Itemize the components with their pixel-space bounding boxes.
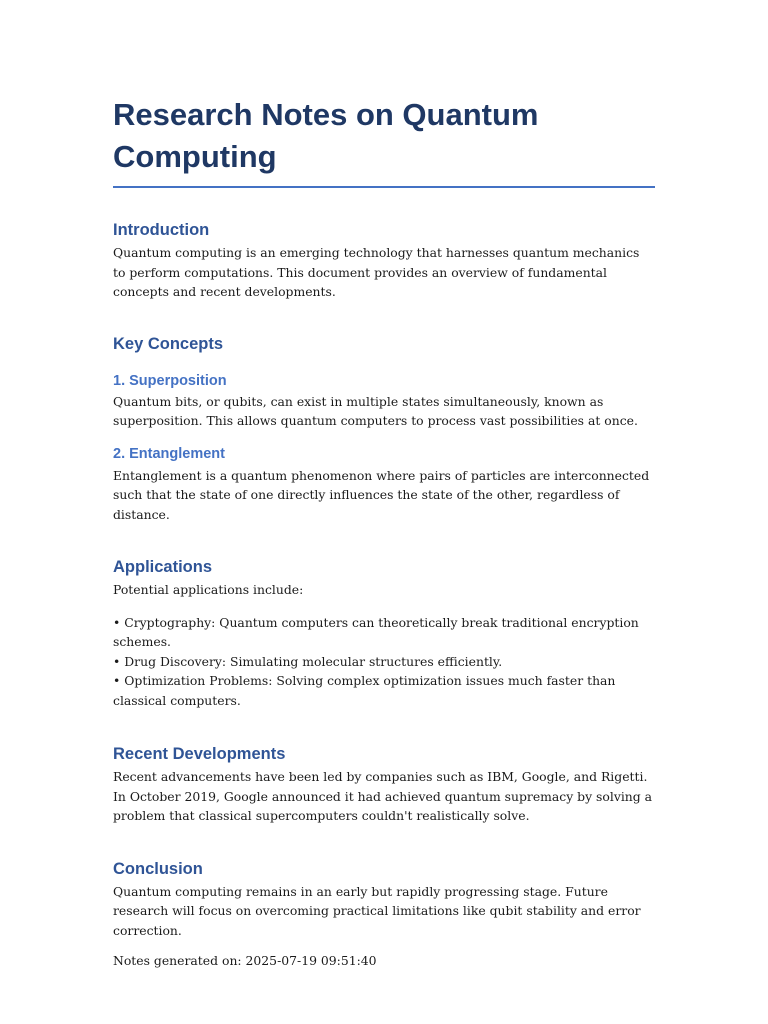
key-concepts-heading: Key Concepts (113, 334, 224, 353)
applications-heading: Applications (113, 558, 213, 576)
conclusion-text: Quantum computing remains in an early but rapidly progressing stage. Future research will focus on overcoming practical limitations like qubit stability and error correction. (113, 883, 641, 938)
entanglement-heading: 2. Entanglement (113, 445, 225, 462)
superposition-heading: 1. Superposition (113, 372, 227, 389)
superposition-text: Quantum bits, or qubits, can exist in multiple states simultaneously, known as superposition. This allows quantum computers to process vast possibilities at once. (113, 393, 638, 428)
recent-developments-heading: Recent Developments (113, 745, 286, 763)
document-title: Research Notes on Quantum Computing (113, 94, 655, 188)
applications-list (113, 613, 655, 711)
applications-intro: Potential applications include: (113, 582, 304, 597)
list-item: • Cryptography: Quantum computers can theoretically break traditional encryption schemes. (113, 614, 639, 649)
list-item: • Optimization Problems: Solving complex optimization issues much faster than classical computers. (113, 673, 616, 708)
introduction-heading: Introduction (113, 221, 210, 239)
conclusion-heading: Conclusion (113, 859, 203, 878)
introduction-text: Quantum computing is an emerging technology that harnesses quantum mechanics to perform computations. This document provides an overview of fundamental concepts and recent developments. (113, 245, 640, 299)
generated-timestamp: Notes generated on: 2025-07-19 09:51:40 (113, 953, 377, 968)
entanglement-text: Entanglement is a quantum phenomenon where pairs of particles are interconnected such that the state of one directly influences the state of the other, regardless of distance. (113, 467, 650, 522)
recent-developments-text: Recent advancements have been led by companies such as IBM, Google, and Rigetti. In October 2019, Google announced it had achieved quantum supremacy by solving a problem that classical supercomputers couldn't realistically solve. (113, 769, 653, 823)
document-page (113, 94, 655, 971)
list-item: • Drug Discovery: Simulating molecular structures efficiently. (113, 653, 503, 669)
